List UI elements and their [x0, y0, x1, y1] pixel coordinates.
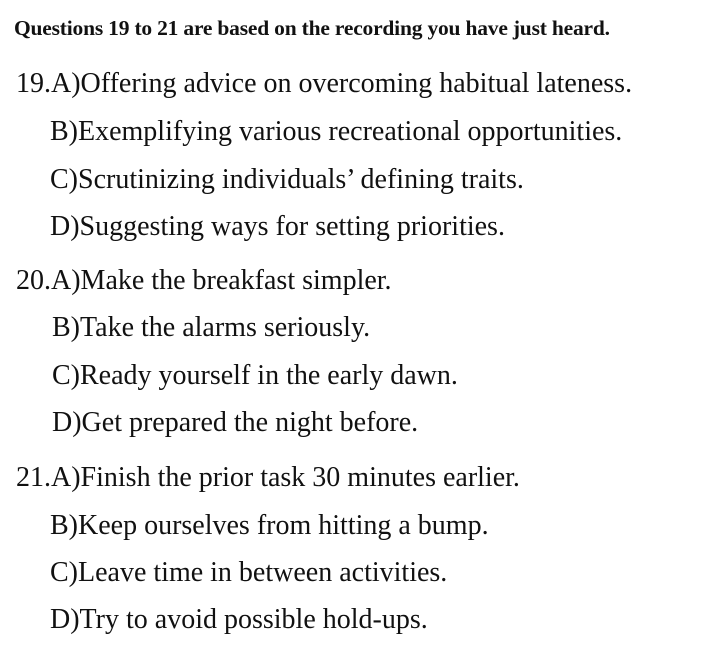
question-number: 21. — [16, 462, 51, 493]
question-20-option-c: C)Ready yourself in the early dawn. — [52, 360, 458, 391]
option-text: A)Offering advice on overcoming habitual lateness. — [51, 68, 633, 99]
question-21-option-c: C)Leave time in between activities. — [50, 557, 448, 588]
question-19-option-a — [16, 70, 632, 98]
question-20-option-b: B)Take the alarms seriously. — [52, 312, 371, 343]
option-text: A)Finish the prior task 30 minutes earlier. — [51, 462, 520, 493]
question-21-option-b: B)Keep ourselves from hitting a bump. — [50, 510, 489, 541]
question-19-option-d: D)Suggesting ways for setting priorities. — [50, 211, 505, 242]
option-text: A)Make the breakfast simpler. — [51, 265, 392, 296]
question-19-option-c: C)Scrutinizing individuals’ defining traits. — [50, 164, 524, 195]
question-number: 20. — [16, 265, 51, 296]
question-20-option-d: D)Get prepared the night before. — [52, 407, 419, 438]
question-21-option-d: D)Try to avoid possible hold-ups. — [50, 604, 428, 635]
section-heading: Questions 19 to 21 are based on the recording you have just heard. — [14, 16, 610, 40]
question-number: 19. — [16, 68, 51, 99]
question-19-option-b: B)Exemplifying various recreational opportunities. — [50, 116, 623, 147]
question-21-option-a — [16, 464, 520, 492]
question-20-option-a — [16, 267, 392, 295]
